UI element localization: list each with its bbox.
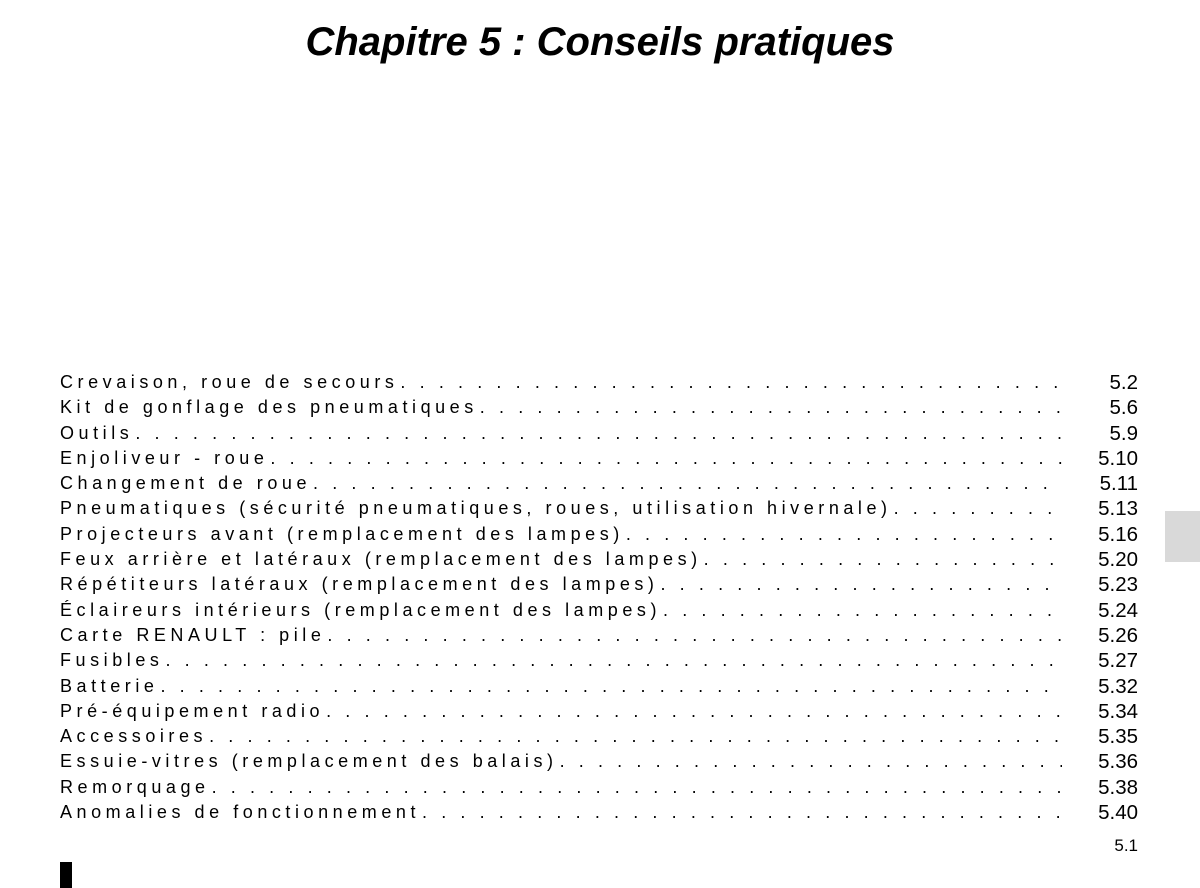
toc-entry[interactable] (60, 749, 1138, 774)
toc-entry-label: Pré-équipement radio (60, 700, 325, 721)
toc-entry-page: 5.13 (1078, 496, 1138, 521)
toc-entry[interactable] (60, 800, 1138, 825)
toc-entry[interactable] (60, 421, 1138, 446)
dot-leader (60, 572, 1062, 597)
toc-entry[interactable] (60, 623, 1138, 648)
dot-leader (60, 496, 1062, 521)
toc-entry-page: 5.2 (1078, 370, 1138, 395)
toc-entry-page: 5.38 (1078, 775, 1138, 800)
dot-leader (60, 471, 1062, 496)
toc-entry-label: Fusibles (60, 650, 164, 671)
margin-mark (60, 862, 72, 888)
toc-entry-page: 5.20 (1078, 547, 1138, 572)
toc-entry[interactable] (60, 446, 1138, 471)
dot-leader (60, 674, 1062, 699)
toc-entry-label: Accessoires (60, 726, 208, 747)
toc-entry-page: 5.36 (1078, 749, 1138, 774)
toc-entry[interactable] (60, 496, 1138, 521)
toc-entry[interactable] (60, 370, 1138, 395)
toc-entry-label: Outils (60, 422, 134, 443)
toc-entry[interactable] (60, 395, 1138, 420)
toc-entry[interactable] (60, 522, 1138, 547)
dot-leader (60, 749, 1062, 774)
dot-leader (60, 370, 1062, 395)
toc-entry[interactable] (60, 572, 1138, 597)
dot-leader (60, 775, 1062, 800)
toc-entry-page: 5.10 (1078, 446, 1138, 471)
toc-entry[interactable] (60, 699, 1138, 724)
chapter-thumb-tab (1165, 511, 1200, 562)
toc-entry-page: 5.6 (1078, 395, 1138, 420)
dot-leader (60, 522, 1062, 547)
dot-leader (60, 598, 1062, 623)
toc-entry-label: Carte RENAULT : pile (60, 624, 326, 645)
toc-entry-page: 5.35 (1078, 724, 1138, 749)
toc-entry-page: 5.26 (1078, 623, 1138, 648)
dot-leader (60, 724, 1062, 749)
dot-leader (60, 395, 1062, 420)
dot-leader (60, 800, 1062, 825)
toc-entry-label: Essuie-vitres (remplacement des balais) (60, 751, 558, 772)
toc-entry[interactable] (60, 674, 1138, 699)
toc-entry-label: Enjoliveur - roue (60, 447, 269, 468)
chapter-title: Chapitre 5 : Conseils pratiques (305, 20, 895, 64)
toc-entry-label: Crevaison, roue de secours (60, 372, 399, 392)
toc-entry-label: Anomalies de fonctionnement (60, 802, 420, 823)
toc-entry[interactable] (60, 598, 1138, 623)
page-number: 5.1 (1114, 836, 1138, 855)
toc-entry-page: 5.16 (1078, 522, 1138, 547)
toc-entry-label: Répétiteurs latéraux (remplacement des lampes) (60, 574, 659, 595)
toc-entry-label: Pneumatiques (sécurité pneumatiques, roues, utilisation hivernale) (60, 498, 892, 519)
toc-entry[interactable] (60, 648, 1138, 673)
toc-entry[interactable] (60, 724, 1138, 749)
dot-leader (60, 623, 1062, 648)
dot-leader (60, 648, 1062, 673)
toc-entry-page: 5.24 (1078, 598, 1138, 623)
toc-entry-label: Remorquage (60, 776, 210, 797)
toc-entry-label: Batterie (60, 675, 159, 696)
toc-entry-label: Feux arrière et latéraux (remplacement des lampes) (60, 549, 702, 570)
toc-entry[interactable] (60, 775, 1138, 800)
toc-entry[interactable] (60, 471, 1138, 496)
dot-leader (60, 547, 1062, 572)
toc-entry-page: 5.11 (1078, 471, 1138, 496)
dot-leader (60, 699, 1062, 724)
toc-entry-page: 5.27 (1078, 648, 1138, 673)
toc-entry-page: 5.34 (1078, 699, 1138, 724)
toc-entry-page: 5.23 (1078, 572, 1138, 597)
toc-entry-label: Changement de roue (60, 473, 312, 494)
toc-entry-label: Projecteurs avant (remplacement des lampes) (60, 523, 624, 544)
toc-entry-page: 5.40 (1078, 800, 1138, 825)
toc-entry-page: 5.9 (1078, 421, 1138, 446)
toc-entry-label: Éclaireurs intérieurs (remplacement des lampes) (60, 599, 661, 620)
dot-leader (60, 421, 1062, 446)
toc-entry-page: 5.32 (1078, 674, 1138, 699)
toc-entry-label: Kit de gonflage des pneumatiques (60, 397, 478, 418)
dot-leader (60, 446, 1062, 471)
toc-entry[interactable] (60, 547, 1138, 572)
table-of-contents (60, 370, 1138, 825)
